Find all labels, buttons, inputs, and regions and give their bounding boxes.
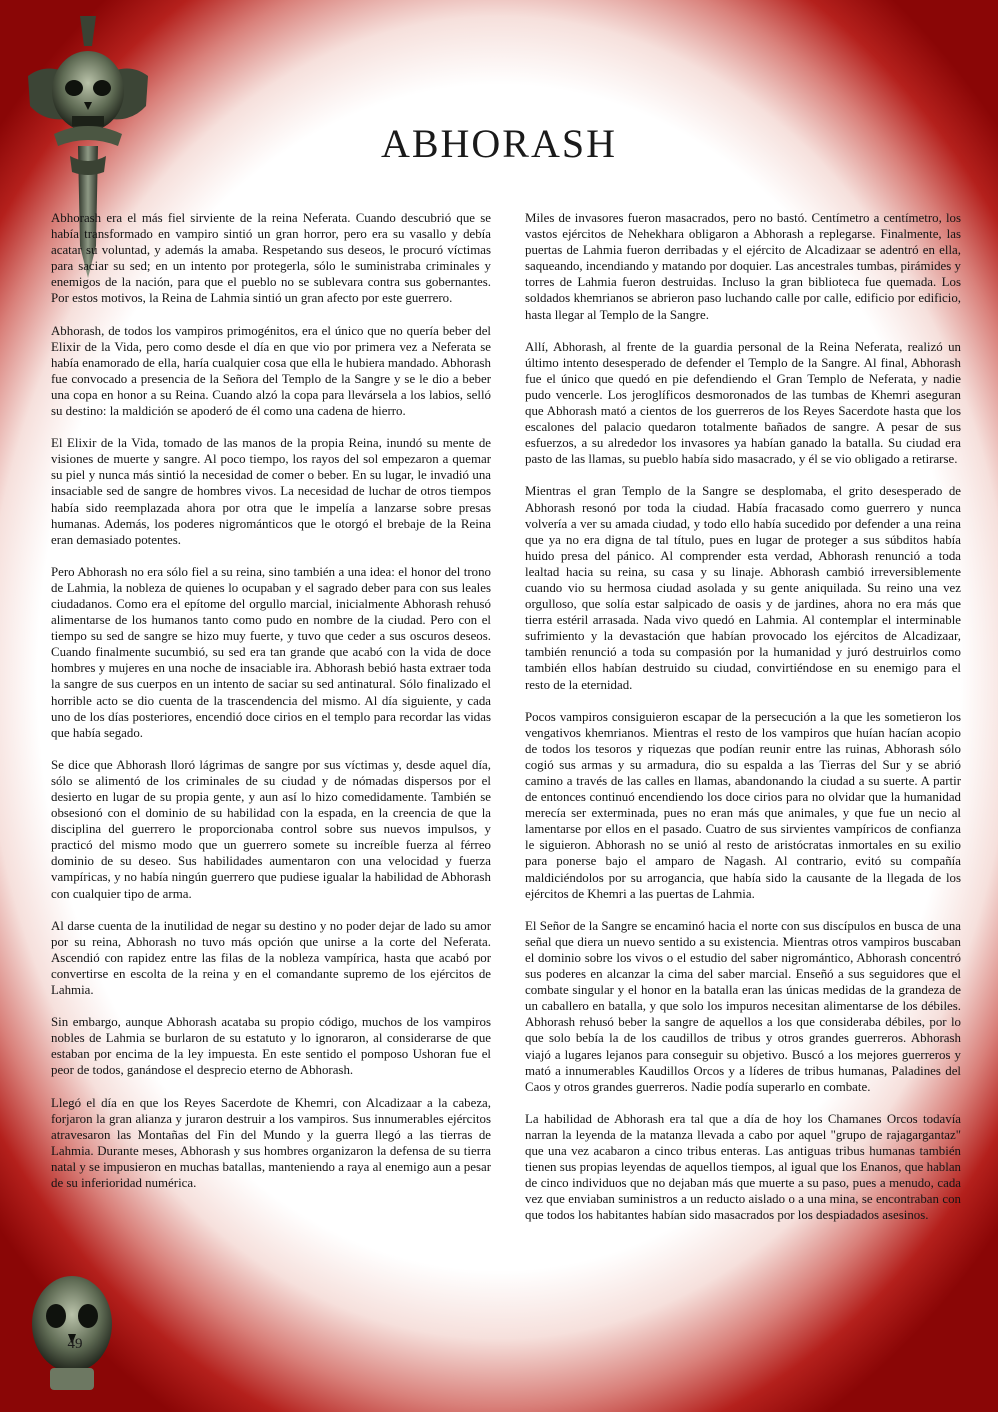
paragraph: Sin embargo, aunque Abhorash acataba su propio código, muchos de los vampiros nobles de Lahmia se burlaron de su estatuto y lo ignoraron, al considerarse de que estaban por encima de la ley impuesta. En este sentido el pomposo Ushoran fue el peor de todos, ganándose el desprecio eterno de Abhorash. xyxy=(51,1015,491,1078)
page-title: ABHORASH xyxy=(380,121,618,166)
paragraph: Mientras el gran Templo de la Sangre se desplomaba, el grito desesperado de Abhorash resonó por toda la ciudad. Había fracasado como guerrero y nunca volvería a ver su amada ciudad, y todo ello había sucedido por defender a una reina que ya no era digna de tal título, pues en lugar de proteger a sus súbditos había huido presa del pánico. Al comprender esta verdad, Abhorash renunció a toda lealtad hacia su reina, su casa y su linaje. Abhorash cambió irreversiblemente cuando vio su hermosa ciudad asolada y su gente aniquilada. Su reino una vez orgulloso, que solía estar salpicado de oasis y de jardines, ahora no era más que tierra estéril arrasada. Nada vivo quedó en Lahmia. Al contemplar el interminable sufrimiento y la devastación que habían provocado los ejércitos de Alcadizaar, también renunció a toda su compasión por la humanidad y juró destruirlos como también ellos habían destruido su ciudad, convirtiéndose en su enemigo para el resto de la eternidad. xyxy=(525,484,961,692)
right-column xyxy=(525,210,961,1239)
paragraph: Se dice que Abhorash lloró lágrimas de sangre por sus víctimas y, desde aquel día, sólo se alimentó de los criminales de su ciudad y de nómadas dispersos por el desierto en lugar de su propia gente, y aun así lo hizo comedidamente. También se obsesionó con el dominio de su habilidad con la espada, en la creencia de que la disciplina del guerrero le proporcionaba control sobre sus nuevos impulsos, y practicó del mismo modo que un guerrero somete su increíble fuerza al férreo dominio de su deseo. Sus habilidades aumentaron con una velocidad y fuerza vampíricas, y no había ningún guerrero que pudiese igualar la habilidad de Abhorash con cualquier tipo de arma. xyxy=(51,757,491,901)
paragraph: Pocos vampiros consiguieron escapar de la persecución a la que les sometieron los vengativos khemrianos. Mientras el resto de los vampiros que huían hacían acopio de todos los tesoros y riquezas que podían reunir entre las ruinas, Abhorash sólo cogió sus armas y su armadura, dio su espalda a las Tierras del Sur y se abrió camino a través de las calles en llamas, abandonando la ciudad a su suerte. A partir de entonces continuó encendiendo los doce cirios para no olvidar que la humanidad merecía ser exterminada, pues no eran más que animales, y que fue un necio al lamentarse por ellos en el pasado. Cuatro de sus sirvientes vampíricos de confianza le siguieron. Abhorash no se unió al resto de aristócratas inmortales en su exilio para ponerse bajo el amparo de Nagash. Al contrario, evitó su compañía maldiciéndolos por su arrogancia, que había sido la causante de la llegada de los ejércitos de Khemri a las puertas de Lahmia. xyxy=(525,709,961,901)
paragraph: Al darse cuenta de la inutilidad de negar su destino y no poder dejar de lado su amor por su reina, Abhorash no tuvo más opción que unirse a la corte del Neferata. Ascendió con rapidez entre las filas de la nobleza vampírica, hasta que acabó por convertirse en escolta de la reina y en el comandante supremo de los ejércitos de Lahmia. xyxy=(51,918,491,998)
paragraph: Llegó el día en que los Reyes Sacerdote de Khemri, con Alcadizaar a la cabeza, forjaron la gran alianza y juraron destruir a los vampiros. Sus innumerables ejércitos atravesaron las Montañas del Fin del Mundo y la guerra llegó a las tierras de Lahmia. Durante meses, Abhorash y sus hombres organizaron la defensa de su tierra natal y se impusieron en muchas batallas, manteniendo a raya al enemigo aun a pesar de su inferioridad numérica. xyxy=(51,1095,491,1190)
paragraph: El Señor de la Sangre se encaminó hacia el norte con sus discípulos en busca de una señal que diera un nuevo sentido a su existencia. Mientras otros vampiros buscaban el dominio sobre los vivos o el estudio del saber nigromántico, Abhorash concentró sus poderes en alcanzar la cima del saber marcial. Enseñó a sus seguidores que el combate singular y el honor en la batalla eran las únicas medidas de la grandeza de un caballero en batalla, y que solo los impuros necesitan alimentarse de los débiles. Abhorash rehusó beber la sangre de aquellos a los que consideraba débiles, por lo que solo bebía la de los caudillos de tribus y otros grandes guerreros. Abhorash viajó a lugares lejanos para conseguir su objetivo. Buscó a los mejores guerreros y mató a innumerables Kaudillos Orcos y a líderes de tribus humanas, Paladines del Caos y otros grandes guerreros. Nadie podía superarlo en combate. xyxy=(525,918,961,1094)
left-column xyxy=(51,210,491,1207)
skull-page-icon xyxy=(24,1268,120,1396)
paragraph: Miles de invasores fueron masacrados, pero no bastó. Centímetro a centímetro, los vastos ejércitos de Nehekhara obligaron a Abhorash a replegarse. Finalmente, las puertas de Lahmia fueron derribadas y el ejército de Alcadizaar se adentró en ella, saqueando, incendiando y matando por doquier. Las ancestrales tumbas, pirámides y torres de Lahmia fueron destruidas. Incluso la gran biblioteca fue quemada. Los soldados khemrianos se abrieron paso luchando calle por calle, edificio por edificio, hasta llegar al Templo de la Sangre. xyxy=(525,211,961,322)
paragraph: El Elixir de la Vida, tomado de las manos de la propia Reina, inundó su mente de visiones de muerte y sangre. Al poco tiempo, los rayos del sol empezaron a quemar su piel y nunca más sintió la necesidad de comer o beber. En su lugar, le invadió una insaciable sed de sangre de hombres vivos. La necesidad de luchar de otros tiempos había sido reemplazada ahora por otra que le impelía a lanzarse sobre presas humanas. Además, los poderes nigrománticos que le otorgó el brebaje de la Reina eran demasiado potentes. xyxy=(51,436,491,547)
paragraph: Allí, Abhorash, al frente de la guardia personal de la Reina Neferata, realizó un último intento desesperado de defender el Templo de la Sangre. Al final, Abhorash fue el único que quedó en pie defendiendo el Gran Templo de Neferata, y nadie pudo vencerle. Los jeroglíficos desmoronados de las tumbas de Khemri aseguran que Abhorash mató a cientos de los guerreros de los Reyes Sacerdote hasta que los escalones del palacio quedaron totalmente bañados de sangre. A pesar de sus esfuerzos, a su alrededor los invasores ya habían ganado la batalla. Su ciudad era pasto de las llamas, su pueblo había sido masacrado, y él se vio obligado a retirarse. xyxy=(525,339,961,467)
paragraph: La habilidad de Abhorash era tal que a día de hoy los Chamanes Orcos todavía narran la leyenda de la matanza llevada a cabo por aquel "grupo de rajagargantaz" que una vez acabaron a cinco tribus enteras. Las antiguas tribus humanas también tienen sus propias leyendas de aquellos tiempos, al igual que los Enanos, que hablan de cinco individuos que no dejaban más que muerte a su paso, pues a menudo, cada vez que enviaban suministros a un reducto aislado o a una mina, se encontraban con que todos los habitantes habían sido masacrados por los despiadados asesinos. xyxy=(525,1111,961,1223)
paragraph: Abhorash, de todos los vampiros primogénitos, era el único que no quería beber del Elixir de la Vida, pero como desde el día en que vio por primera vez a Neferata se había enamorado de ella, haría cualquier cosa que ella le hubiera mandado. Abhorash fue convocado a presencia de la Señora del Templo de la Sangre y se le dio a beber una copa en honor a su Reina. Cuando alzó la copa para llevársela a los labios, selló su destino: la maldición se apoderó de él como una cadena de hierro. xyxy=(51,323,491,419)
paragraph: Abhorash era el más fiel sirviente de la reina Neferata. Cuando descubrió que se había transformado en vampiro sintió un gran horror, pero era su vasallo y debía acatar su voluntad, y además la amaba. Respetando sus deseos, le procuró víctimas para saciar su sed; en un intento por protegerla, sólo le suministraba criminales y enemigos de la nación, para que el pueblo no se sublevara contra sus gobernantes. Por estos motivos, la Reina de Lahmia sintió un gran afecto por este guerrero. xyxy=(51,211,491,306)
paragraph: Pero Abhorash no era sólo fiel a su reina, sino también a una idea: el honor del trono de Lahmia, la nobleza de quienes lo ocupaban y el sagrado deber para con sus leales ciudadanos. Como era el epítome del orgullo marcial, inicialmente Abhorash rehusó alimentarse de los humanos tanto como pudo en nombre de la ciudad. Pero con el tiempo su sed de sangre se hizo muy fuerte, y tuvo que ceder a sus oscuros deseos. Cuando finalmente sucumbió, su sed era tan grande que acabó con la vida de doce hombres y mujeres en una noche de insaciable ira. Abhorash bebió hasta extraer toda la sangre de sus cuerpos en un intento de saciar su sed antinatural. Sólo finalizado el horrible acto se dio cuenta de la trascendencia del mismo. Al día siguiente, y cada uno de los días posteriores, encendió doce cirios en el templo para recordar las vidas que había segado. xyxy=(51,564,491,740)
page-number: 49 xyxy=(67,1336,83,1352)
